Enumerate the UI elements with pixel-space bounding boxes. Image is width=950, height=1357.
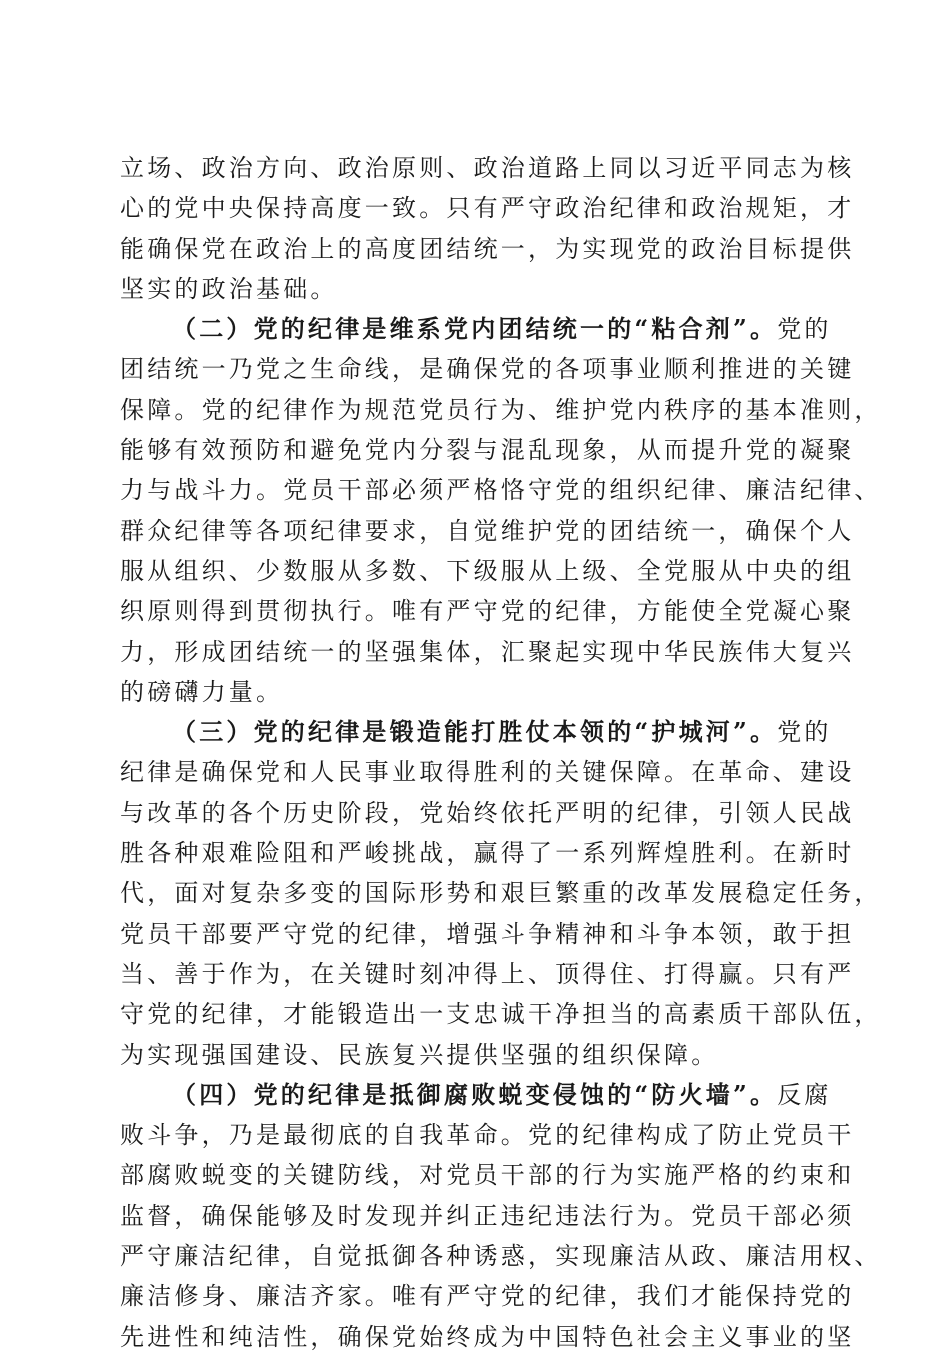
paragraph-section-3 <box>120 712 882 1075</box>
paragraph-section-2 <box>120 309 882 712</box>
section-heading: （三）党的纪律是锻造能打胜仗本领的“护城河”。 <box>172 717 778 747</box>
text-run: 党的 <box>777 718 832 747</box>
paragraph-continuation <box>120 148 855 309</box>
text-line: 先进性和纯洁性，确保党始终成为中国特色社会主义事业的坚 <box>120 1322 855 1351</box>
text-line: 守党的纪律，才能锻造出一支忠诚干净担当的高素质干部队伍， <box>120 1000 882 1029</box>
text-line: 部腐败蜕变的关键防线，对党员干部的行为实施严格的约束和 <box>120 1161 855 1190</box>
text-line: 监督，确保能够及时发现并纠正违纪违法行为。党员干部必须 <box>120 1201 855 1230</box>
paragraph-section-4 <box>120 1075 882 1357</box>
text-line: 败斗争，乃是最彻底的自我革命。党的纪律构成了防止党员干 <box>120 1121 855 1150</box>
text-line: 能够有效预防和避免党内分裂与混乱现象，从而提升党的凝聚 <box>120 436 855 465</box>
text-line: 党员干部要严守党的纪律，增强斗争精神和斗争本领，敢于担 <box>120 919 855 948</box>
text-line: 织原则得到贯彻执行。唯有严守党的纪律，方能使全党凝心聚 <box>120 597 855 626</box>
text-line <box>120 309 840 349</box>
text-line: 力，形成团结统一的坚强集体，汇聚起实现中华民族伟大复兴 <box>120 637 855 666</box>
text-line: 当、善于作为，在关键时刻冲得上、顶得住、打得赢。只有严 <box>120 959 855 988</box>
text-line: 团结统一乃党之生命线，是确保党的各项事业顺利推进的关键 <box>120 355 855 384</box>
text-line: 廉洁修身、廉洁齐家。唯有严守党的纪律，我们才能保持党的 <box>120 1282 855 1311</box>
text-line: 立场、政治方向、政治原则、政治道路上同以习近平同志为核 <box>120 154 855 182</box>
text-line: 与改革的各个历史阶段，党始终依托严明的纪律，引领人民战 <box>120 798 855 827</box>
section-heading: （二）党的纪律是维系党内团结统一的“粘合剂”。 <box>172 314 778 344</box>
text-run: 反腐 <box>777 1080 832 1109</box>
text-line: 群众纪律等各项纪律要求，自觉维护党的团结统一，确保个人 <box>120 516 855 545</box>
text-line: 胜各种艰难险阻和严峻挑战，赢得了一系列辉煌胜利。在新时 <box>120 839 855 868</box>
text-line <box>120 712 840 752</box>
text-line: 能确保党在政治上的高度团结统一，为实现党的政治目标提供 <box>120 234 855 263</box>
text-line <box>120 1075 840 1115</box>
text-line: 纪律是确保党和人民事业取得胜利的关键保障。在革命、建设 <box>120 758 855 787</box>
text-line: 保障。党的纪律作为规范党员行为、维护党内秩序的基本准则， <box>120 395 882 424</box>
text-line: 的磅礴力量。 <box>120 677 284 706</box>
text-line: 心的党中央保持高度一致。只有严守政治纪律和政治规矩，才 <box>120 194 855 223</box>
text-line: 服从组织、少数服从多数、下级服从上级、全党服从中央的组 <box>120 556 855 585</box>
text-line: 坚实的政治基础。 <box>120 274 338 303</box>
section-heading: （四）党的纪律是抵御腐败蜕变侵蚀的“防火墙”。 <box>172 1079 778 1109</box>
text-line: 严守廉洁纪律，自觉抵御各种诱惑，实现廉洁从政、廉洁用权、 <box>120 1242 882 1271</box>
text-line: 代，面对复杂多变的国际形势和艰巨繁重的改革发展稳定任务， <box>120 879 882 908</box>
text-line: 力与战斗力。党员干部必须严格恪守党的组织纪律、廉洁纪律、 <box>120 476 882 505</box>
body-text <box>120 148 882 1357</box>
text-line: 为实现强国建设、民族复兴提供坚强的组织保障。 <box>120 1040 719 1069</box>
text-run: 党的 <box>777 315 832 344</box>
